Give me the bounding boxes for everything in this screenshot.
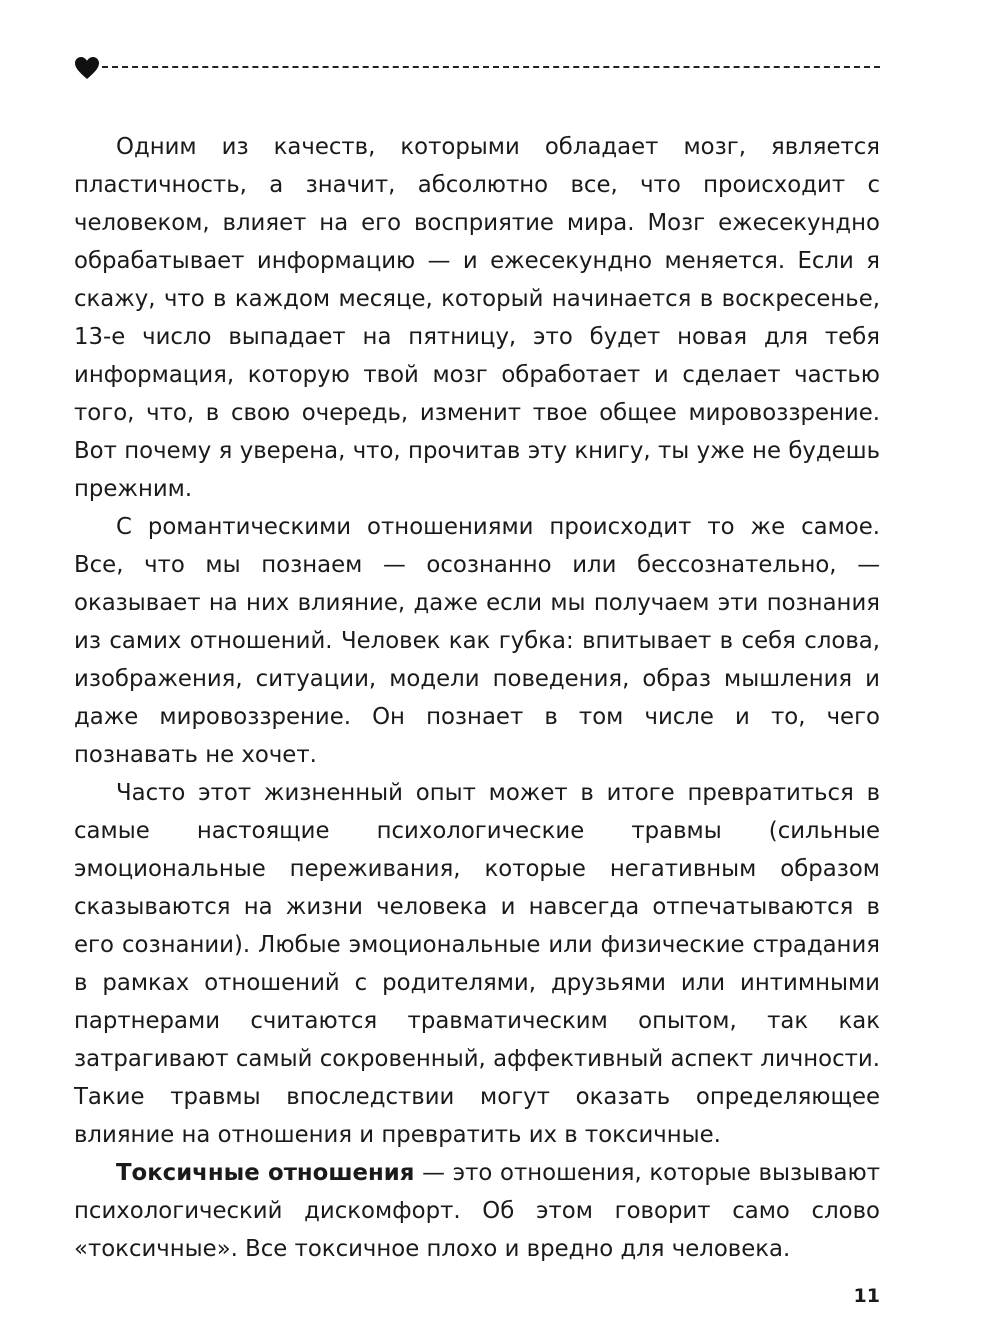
paragraph: Одним из качеств, которыми обладает мозг, является пластичность, а значит, абсолютно все, что происходит с человеком, влияет на его восприятие мира. Мозг ежесекундно обрабатывает информацию — и ежесекундно меняется. Если я скажу, что в каждом месяце, который начинается в воскресенье, 13-е число выпадает на пятницу, это будет новая для тебя информация, которую твой мозг обработает и сделает частью того, что, в свою очередь, изменит твое общее мировоззрение. Вот почему я уверена, что, прочитав эту книгу, ты уже не будешь прежним. xyxy=(74,134,880,502)
paragraph: С романтическими отношениями происходит то же самое. Все, что мы познаем — осознанно или бессознательно, — оказывает на них влияние, даже если мы получаем эти познания из самих отношений. Человек как губка: впитывает в себя слова, изображения, ситуации, модели поведения, образ мышления и даже мировоззрение. Он познает в том числе и то, чего познавать не хочет. xyxy=(74,514,880,768)
definition-text: — это отношения, которые вызывают психологический дискомфорт. Об этом говорит само слово «токсичные». Все токсичное плохо и вредно для человека. xyxy=(74,1160,880,1262)
defined-term: Токсичные отношения xyxy=(116,1160,415,1186)
page-number: 11 xyxy=(853,1285,880,1307)
header-ornament xyxy=(74,56,880,80)
paragraph-definition xyxy=(74,1154,880,1268)
paragraph: Часто этот жизненный опыт может в итоге превратиться в самые настоящие психологические травмы (сильные эмоциональные переживания, которые негативным образом сказываются на жизни человека и навсегда отпечатываются в его сознании). Любые эмоциональные или физические страдания в рамках отношений с родителями, друзьями или интимными партнерами считаются травматическим опытом, так как затрагивают самый сокровенный, аффективный аспект личности. Такие травмы впоследствии могут оказать определяющее влияние на отношения и превратить их в токсичные. xyxy=(74,780,880,1148)
body-text xyxy=(74,128,880,1268)
dashed-rule xyxy=(102,66,880,68)
heart-icon xyxy=(74,56,100,80)
